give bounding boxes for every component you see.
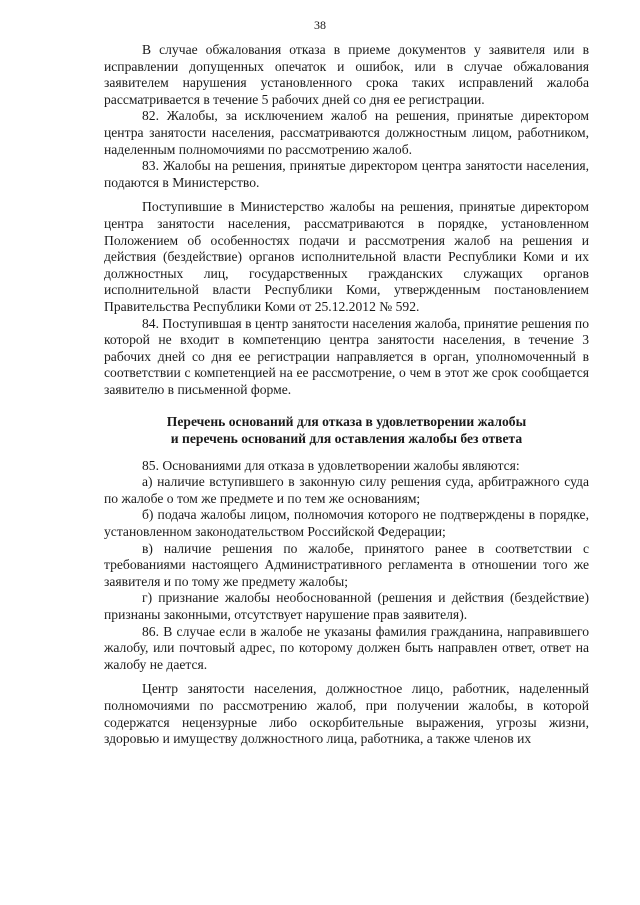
section-heading-line-2: и перечень оснований для оставления жалобы без ответа — [170, 431, 523, 447]
paragraph-ministry-review: Поступившие в Министерство жалобы на решения, принятые директором центра занятости населения, рассматриваются в порядке, установленном Положением об особенностях подачи и рассмотрения жалоб на решения и действия (бездействие) органов исполнительной власти Республики Коми и их должностных лиц, государственных гражданских служащих органов исполнительной власти Республики Коми, утвержденным постановлением Правительства Республики Коми от 25.12.2012 № 592. — [104, 199, 589, 314]
section-heading-line-1: Перечень оснований для отказа в удовлетворении жалобы — [166, 414, 527, 430]
list-item-g: г) признание жалобы необоснованной (решения и действия (бездействие) признаны законными, отсутствует нарушение прав заявителя). — [104, 590, 589, 622]
section-heading — [104, 414, 589, 447]
list-item-v: в) наличие решения по жалобе, принятого ранее в соответствии с требованиями настоящего Административного регламента в отношении того же заявителя и по тому же предмету жалобы; — [104, 540, 589, 589]
paragraph-86: 86. В случае если в жалобе не указаны фамилия гражданина, направившего жалобу, или почтовый адрес, по которому должен быть направлен ответ, ответ на жалобу не дается. — [104, 623, 589, 672]
paragraph-84: 84. Поступившая в центр занятости населения жалоба, принятие решения по которой не входит в компетенцию центра занятости населения, в течение 3 рабочих дней со дня ее регистрации направляется в орган, уполномоченный в соответствии с компетенцией на ее рассмотрение, о чем в этот же срок сообщается заявителю в письменной форме. — [104, 315, 589, 397]
list-item-a: а) наличие вступившего в законную силу решения суда, арбитражного суда по жалобе о том же предмете и по тем же основаниям; — [104, 474, 589, 506]
paragraph-85: 85. Основаниями для отказа в удовлетворении жалобы являются: — [142, 457, 520, 473]
document-body — [104, 42, 589, 748]
paragraph-83: 83. Жалобы на решения, принятые директором центра занятости населения, подаются в Министерство. — [104, 158, 589, 190]
paragraph-82: 82. Жалобы, за исключением жалоб на решения, принятые директором центра занятости населения, рассматриваются должностным лицом, работником, наделенным полномочиями по рассмотрению жалоб. — [104, 108, 589, 157]
page-number: 38 — [314, 18, 326, 32]
list-item-b: б) подача жалобы лицом, полномочия которого не подтверждены в порядке, установленном законодательством Российской Федерации; — [104, 507, 589, 540]
paragraph-appeal-refusal: В случае обжалования отказа в приеме документов у заявителя или в исправлении допущенных опечаток и ошибок, или в случае обжалования заявителем нарушения установленного срока таких исправлений жалоба рассматривается в течение 5 рабочих дней со дня ее регистрации. — [104, 42, 589, 107]
paragraph-obscene-content: Центр занятости населения, должностное лицо, работник, наделенный полномочиями по рассмотрению жалоб, при получении жалобы, в которой содержатся нецензурные либо оскорбительные выражения, угрозы жизни, здоровью и имуществу должностного лица, работника, а также членов их — [104, 681, 589, 747]
